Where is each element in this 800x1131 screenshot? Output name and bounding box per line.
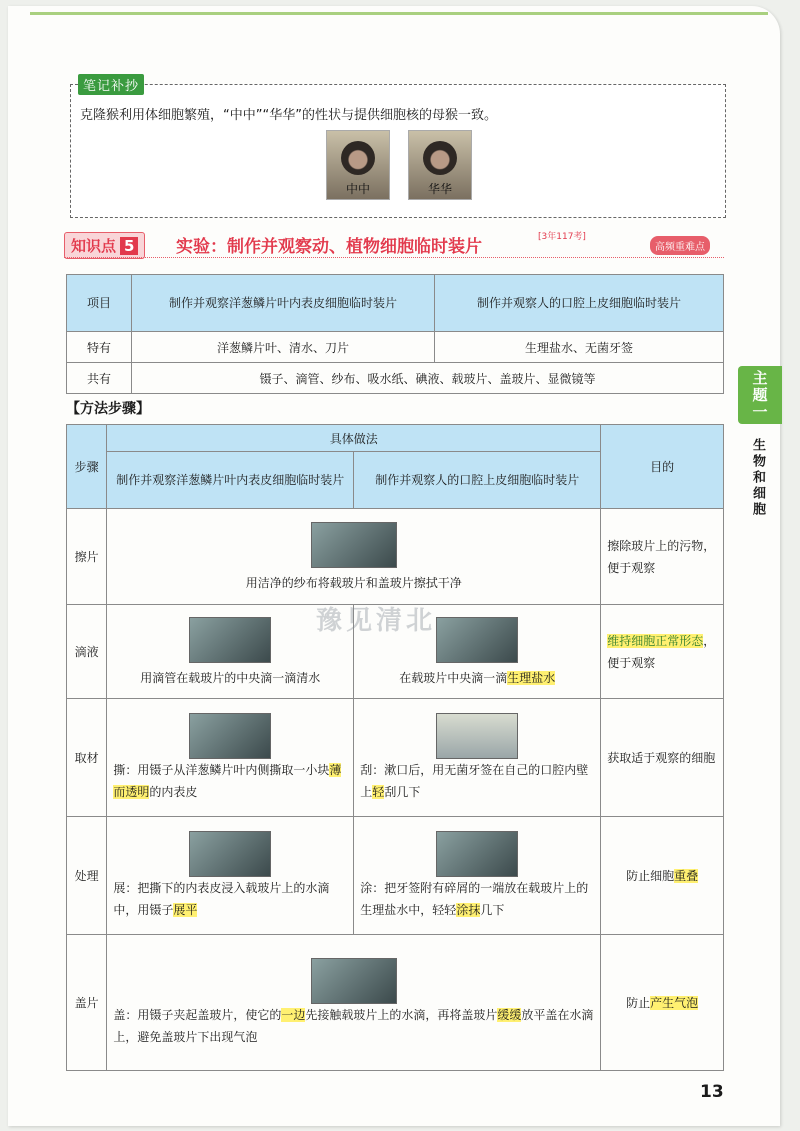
table-row	[67, 363, 724, 394]
table-header: 目的	[601, 425, 724, 509]
page-number: 13	[700, 1082, 724, 1102]
chapter-side-tab	[738, 366, 782, 526]
table-row	[67, 509, 724, 605]
title-divider	[64, 257, 724, 258]
materials-table	[66, 274, 724, 394]
text: 刮几下	[384, 784, 421, 799]
text: 涂：把牙签附有碎屑的一端放在载玻片上的生理盐水中，轻轻	[360, 880, 589, 917]
purpose-cell: 获取适于观察的细胞	[601, 699, 724, 817]
purpose-cell	[601, 935, 724, 1071]
drop-onion-photo	[189, 617, 271, 663]
row-label: 特有	[67, 332, 132, 363]
step-desc: 用滴管在载玻片的中央滴一滴清水	[140, 671, 321, 685]
step-label: 处理	[67, 817, 107, 935]
text: 放平盖在水滴上，避免盖玻片下出现气泡	[113, 1007, 594, 1044]
process-cheek-photo	[436, 831, 518, 877]
table-cell: 洋葱鳞片叶、清水、刀片	[132, 332, 435, 363]
text: 的内表皮	[149, 784, 198, 799]
monkey-label: 华华	[427, 182, 452, 196]
table-header: 制作并观察人的口腔上皮细胞临时装片	[435, 275, 724, 332]
knowledge-point-badge	[64, 232, 145, 259]
table-header: 制作并观察人的口腔上皮细胞临时装片	[354, 452, 601, 509]
step-label: 滴液	[67, 605, 107, 699]
highlight: 维持细胞正常形态	[607, 633, 704, 648]
highlight: 产生气泡	[650, 996, 699, 1010]
theme-title: 生物和细胞	[750, 438, 765, 518]
take-onion-photo	[189, 713, 271, 759]
exam-frequency: [3年117考]	[538, 232, 586, 242]
highlight: 生理盐水	[507, 671, 556, 685]
table-cell: 镊子、滴管、纱布、吸水纸、碘液、载玻片、盖玻片、显微镜等	[132, 363, 724, 394]
highlight: 重叠	[674, 869, 699, 883]
text: 展：把撕下的内表皮浸入载玻片上的水滴中，用镊子	[113, 880, 330, 917]
drop-cheek-photo	[436, 617, 518, 663]
monkey-photo-huahua	[408, 130, 472, 200]
table-cell	[107, 935, 601, 1071]
highlight: 涂抹	[456, 902, 481, 917]
text: 在载玻片中央滴一滴	[399, 671, 508, 685]
text: 防止	[626, 996, 651, 1010]
highlight: 一边	[281, 1007, 306, 1022]
table-header: 制作并观察洋葱鳞片叶内表皮细胞临时装片	[107, 452, 354, 509]
theme-tab: 主题一	[738, 366, 782, 424]
highlight: 薄而透明	[113, 762, 342, 799]
table-cell	[354, 699, 601, 817]
row-label: 共有	[67, 363, 132, 394]
step-desc	[355, 669, 599, 686]
table-cell	[107, 509, 601, 605]
table-header: 制作并观察洋葱鳞片叶内表皮细胞临时装片	[132, 275, 435, 332]
cover-photo	[311, 958, 397, 1004]
text: 撕：用镊子从洋葱鳞片叶内侧撕取一小块	[113, 762, 330, 777]
highlight: 展平	[173, 902, 198, 917]
methods-heading: 【方法步骤】	[66, 401, 150, 417]
table-cell	[107, 699, 354, 817]
monkey-label: 中中	[345, 182, 370, 196]
step-desc: 用洁净的纱布将载玻片和盖玻片擦拭干净	[245, 576, 462, 590]
table-header: 具体做法	[107, 425, 601, 452]
note-badge: 笔记补抄	[78, 74, 144, 95]
monkey-photo-zhongzhong	[326, 130, 390, 200]
table-header: 项目	[67, 275, 132, 332]
highlight: 缓缓	[497, 1007, 522, 1022]
step-label: 取材	[67, 699, 107, 817]
table-header: 步骤	[67, 425, 107, 509]
steps-table	[66, 424, 724, 1071]
table-row	[67, 817, 724, 935]
highlight: 轻	[372, 784, 385, 799]
table-cell: 生理盐水、无菌牙签	[435, 332, 724, 363]
watermark: 豫见清北	[316, 606, 437, 636]
purpose-cell	[601, 605, 724, 699]
process-onion-photo	[189, 831, 271, 877]
table-row	[67, 699, 724, 817]
table-cell	[107, 817, 354, 935]
step-label: 盖片	[67, 935, 107, 1071]
step-label: 擦片	[67, 509, 107, 605]
difficulty-tag: 高频重难点	[650, 236, 710, 255]
text: ，便于观察	[607, 633, 716, 670]
badge-number: 5	[120, 237, 138, 255]
text: 先接触载玻片上的水滴，再将盖玻片	[305, 1007, 498, 1022]
purpose-cell: 擦除玻片上的污物，便于观察	[601, 509, 724, 605]
note-text: 克隆猴利用体细胞繁殖，“中中”“华华”的性状与提供细胞核的母猴一致。	[80, 108, 497, 123]
wipe-photo	[311, 522, 397, 568]
top-rule	[30, 12, 768, 15]
section-title: 实验：制作并观察动、植物细胞临时装片	[176, 237, 482, 257]
table-row	[67, 332, 724, 363]
text: 盖：用镊子夹起盖玻片，使它的	[113, 1007, 282, 1022]
table-row	[67, 935, 724, 1071]
purpose-cell	[601, 817, 724, 935]
badge-label: 知识点	[71, 237, 117, 255]
take-cheek-photo	[436, 713, 518, 759]
text: 几下	[480, 902, 505, 917]
table-cell	[354, 817, 601, 935]
text: 防止细胞	[626, 869, 675, 883]
text: 刮：漱口后，用无菌牙签在自己的口腔内壁上	[360, 762, 589, 799]
